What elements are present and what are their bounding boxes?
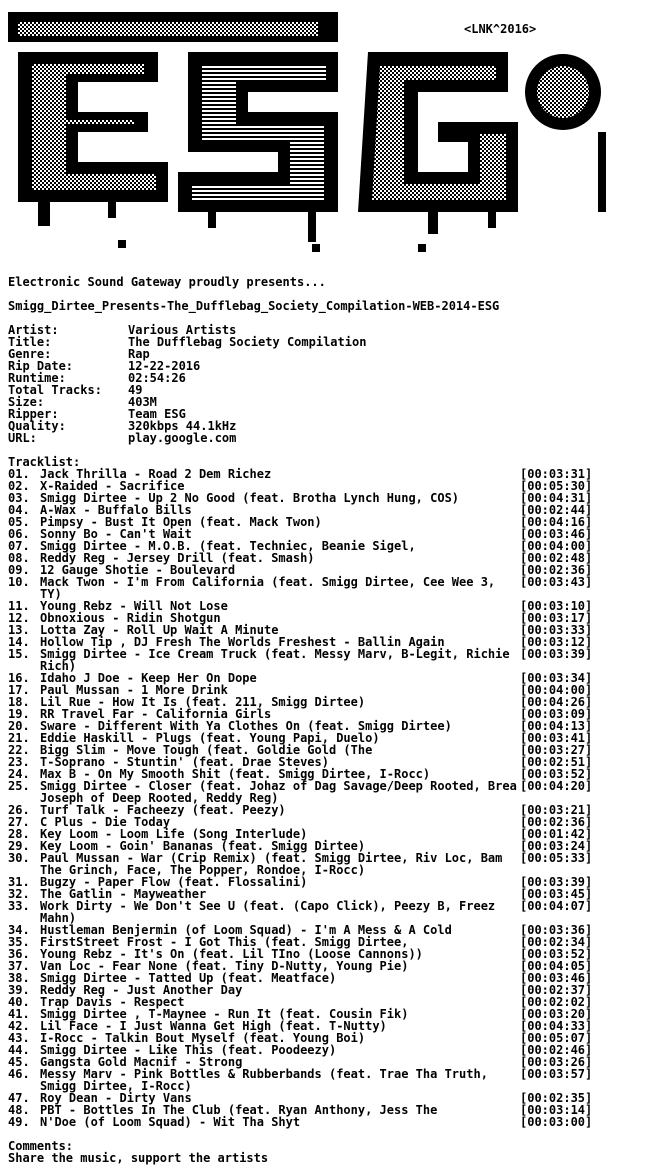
track-title: Jack Thrilla - Road 2 Dem Richez bbox=[40, 467, 272, 481]
track-duration: [00:04:20] bbox=[520, 779, 593, 793]
track-number: 14. bbox=[8, 635, 30, 649]
track-title: The Gatlin - Mayweather bbox=[40, 887, 207, 901]
track-duration: [00:03:45] bbox=[520, 887, 593, 901]
track-number: 49. bbox=[8, 1115, 30, 1129]
track-title: Work Dirty - We Don't See U (feat. (Capo Click), Peezy B, Freez Mahn) bbox=[40, 899, 496, 925]
track-number: 21. bbox=[8, 731, 30, 745]
track-title: Smigg Dirtee - Up 2 No Good (feat. Brotha Lynch Hung, COS) bbox=[40, 491, 460, 505]
track-duration: [00:02:44] bbox=[520, 503, 593, 517]
track-duration: [00:03:52] bbox=[520, 767, 593, 781]
track-title: Sware - Different With Ya Clothes On (feat. Smigg Dirtee) bbox=[40, 719, 452, 733]
track-number: 29. bbox=[8, 839, 30, 853]
track-duration: [00:04:33] bbox=[520, 1019, 593, 1033]
track-number: 43. bbox=[8, 1031, 30, 1045]
track-title: Smigg Dirtee - M.O.B. (feat. Techniec, Beanie Sigel, bbox=[40, 539, 416, 553]
track-title: Key Loom - Loom Life (Song Interlude) bbox=[40, 827, 308, 841]
track-number: 36. bbox=[8, 947, 30, 961]
track-number: 16. bbox=[8, 671, 30, 685]
track-number: 24. bbox=[8, 767, 30, 781]
track-number: 01. bbox=[8, 467, 30, 481]
track-duration: [00:04:26] bbox=[520, 695, 593, 709]
track-title: Hustleman Benjermin (of Loom Squad) - I'm A Mess & A Cold bbox=[40, 923, 452, 937]
track-title: Trap Davis - Respect bbox=[40, 995, 185, 1009]
track-title: X-Raided - Sacrifice bbox=[40, 479, 185, 493]
track-number: 30. bbox=[8, 851, 30, 865]
track-number: 44. bbox=[8, 1043, 30, 1057]
track-title: Hollow Tip , DJ Fresh The Worlds Freshest - Ballin Again bbox=[40, 635, 445, 649]
track-title: Roy Dean - Dirty Vans bbox=[40, 1091, 192, 1105]
track-title: Lil Face - I Just Wanna Get High (feat. T-Nutty) bbox=[40, 1019, 387, 1033]
track-duration: [00:02:34] bbox=[520, 935, 593, 949]
info-value: play.google.com bbox=[128, 431, 237, 445]
comments-text: Share the music, support the artists bbox=[8, 1151, 269, 1165]
track-duration: [00:03:34] bbox=[520, 671, 593, 685]
group-tag: <LNK^2016> bbox=[464, 22, 537, 36]
track-title: PBT - Bottles In The Club (feat. Ryan Anthony, Jess The bbox=[40, 1103, 438, 1117]
info-key: Artist: bbox=[8, 323, 59, 337]
track-title: Bigg Slim - Move Tough (feat. Goldie Gold (The bbox=[40, 743, 373, 757]
track-duration: [00:04:05] bbox=[520, 959, 593, 973]
info-value: Various Artists bbox=[128, 323, 237, 337]
track-number: 12. bbox=[8, 611, 30, 625]
track-duration: [00:04:07] bbox=[520, 899, 593, 913]
track-title: FirstStreet Frost - I Got This (feat. Smigg Dirtee, bbox=[40, 935, 409, 949]
track-duration: [00:03:31] bbox=[520, 467, 593, 481]
track-title: Turf Talk - Facheezy (feat. Peezy) bbox=[40, 803, 286, 817]
info-row bbox=[8, 336, 366, 348]
track-duration: [00:04:00] bbox=[520, 539, 593, 553]
track-title: Messy Marv - Pink Bottles & Rubberbands (feat. Trae Tha Truth, Smigg Dirtee, I-Rocc) bbox=[40, 1067, 488, 1093]
track-title: Lotta Zay - Roll Up Wait A Minute bbox=[40, 623, 279, 637]
track-title: Paul Mussan - 1 More Drink bbox=[40, 683, 228, 697]
track-duration: [00:03:46] bbox=[520, 527, 593, 541]
info-key: URL: bbox=[8, 431, 37, 445]
track-title: Bugzy - Paper Flow (feat. Flossalini) bbox=[40, 875, 308, 889]
track-number: 40. bbox=[8, 995, 30, 1009]
track-number: 37. bbox=[8, 959, 30, 973]
track-title: Young Rebz - Will Not Lose bbox=[40, 599, 228, 613]
track-number: 35. bbox=[8, 935, 30, 949]
track-number: 23. bbox=[8, 755, 30, 769]
info-key: Genre: bbox=[8, 347, 52, 361]
track-duration: [00:04:13] bbox=[520, 719, 593, 733]
track-duration: [00:03:10] bbox=[520, 599, 593, 613]
track-title: T-Soprano - Stuntin' (feat. Drae Steves) bbox=[40, 755, 329, 769]
track-number: 47. bbox=[8, 1091, 30, 1105]
track-title: Van Loc - Fear None (feat. Tiny D-Nutty, Young Pie) bbox=[40, 959, 409, 973]
info-value: 02:54:26 bbox=[128, 371, 186, 385]
info-value: Team ESG bbox=[128, 407, 186, 421]
track-title: Eddie Haskill - Plugs (feat. Young Papi, Duelo) bbox=[40, 731, 380, 745]
track-duration: [00:03:20] bbox=[520, 1007, 593, 1021]
track-duration: [00:03:33] bbox=[520, 623, 593, 637]
track-duration: [00:03:46] bbox=[520, 971, 593, 985]
track-number: 17. bbox=[8, 683, 30, 697]
track-number: 11. bbox=[8, 599, 30, 613]
track-title: RR Travel Far - California Girls bbox=[40, 707, 272, 721]
track-title: Obnoxious - Ridin Shotgun bbox=[40, 611, 221, 625]
track-number: 07. bbox=[8, 539, 30, 553]
track-title: C Plus - Die Today bbox=[40, 815, 171, 829]
info-value: 320kbps 44.1kHz bbox=[128, 419, 237, 433]
track-title: Smigg Dirtee , T-Maynee - Run It (feat. Cousin Fik) bbox=[40, 1007, 409, 1021]
track-number: 02. bbox=[8, 479, 30, 493]
track-number: 05. bbox=[8, 515, 30, 529]
info-row bbox=[8, 432, 236, 444]
track-duration: [00:05:07] bbox=[520, 1031, 593, 1045]
track-number: 32. bbox=[8, 887, 30, 901]
track-duration: [00:03:57] bbox=[520, 1067, 593, 1081]
info-key: Size: bbox=[8, 395, 45, 409]
track-number: 08. bbox=[8, 551, 30, 565]
track-number: 22. bbox=[8, 743, 30, 757]
track-title: Smigg Dirtee - Like This (feat. Poodeezy) bbox=[40, 1043, 337, 1057]
track-number: 09. bbox=[8, 563, 30, 577]
track-number: 33. bbox=[8, 899, 30, 913]
track-number: 34. bbox=[8, 923, 30, 937]
track-number: 15. bbox=[8, 647, 30, 661]
track-number: 48. bbox=[8, 1103, 30, 1117]
track-number: 45. bbox=[8, 1055, 30, 1069]
info-value: The Dufflebag Society Compilation bbox=[128, 335, 367, 349]
info-value: 403M bbox=[128, 395, 157, 409]
track-title: Reddy Reg - Just Another Day bbox=[40, 983, 243, 997]
track-duration: [00:03:14] bbox=[520, 1103, 593, 1117]
track-duration: [00:03:21] bbox=[520, 803, 593, 817]
track-title: Mack Twon - I'm From California (feat. Smigg Dirtee, Cee Wee 3, TY) bbox=[40, 575, 496, 601]
track-duration: [00:02:36] bbox=[520, 563, 593, 577]
track-title: Idaho J Doe - Keep Her On Dope bbox=[40, 671, 257, 685]
track-title: Smigg Dirtee - Tatted Up (feat. Meatface) bbox=[40, 971, 337, 985]
track-number: 38. bbox=[8, 971, 30, 985]
info-key: Title: bbox=[8, 335, 52, 349]
info-key: Rip Date: bbox=[8, 359, 74, 373]
track-title: Sonny Bo - Can't Wait bbox=[40, 527, 192, 541]
track-duration: [00:04:16] bbox=[520, 515, 593, 529]
track-title: I-Rocc - Talkin Bout Myself (feat. Young Boi) bbox=[40, 1031, 366, 1045]
esg-ascii-logo bbox=[8, 12, 608, 252]
track-duration: [00:03:24] bbox=[520, 839, 593, 853]
track-title: Young Rebz - It's On (feat. Lil TIno (Loose Cannons)) bbox=[40, 947, 423, 961]
track-number: 20. bbox=[8, 719, 30, 733]
track-number: 19. bbox=[8, 707, 30, 721]
track-duration: [00:02:46] bbox=[520, 1043, 593, 1057]
info-key: Quality: bbox=[8, 419, 66, 433]
track-number: 41. bbox=[8, 1007, 30, 1021]
track-title: 12 Gauge Shotie - Boulevard bbox=[40, 563, 236, 577]
track-number: 27. bbox=[8, 815, 30, 829]
track-duration: [00:02:48] bbox=[520, 551, 593, 565]
track-number: 46. bbox=[8, 1067, 30, 1081]
track-number: 06. bbox=[8, 527, 30, 541]
track-number: 13. bbox=[8, 623, 30, 637]
track-duration: [00:02:35] bbox=[520, 1091, 593, 1105]
presents-line: Electronic Sound Gateway proudly presents... bbox=[8, 275, 326, 289]
tracklist-label: Tracklist: bbox=[8, 455, 81, 469]
track-duration: [00:04:00] bbox=[520, 683, 593, 697]
track-title: Pimpsy - Bust It Open (feat. Mack Twon) bbox=[40, 515, 322, 529]
track-duration: [00:03:36] bbox=[520, 923, 593, 937]
track-duration: [00:05:30] bbox=[520, 479, 593, 493]
track-number: 26. bbox=[8, 803, 30, 817]
track-number: 25. bbox=[8, 779, 30, 793]
track-number: 10. bbox=[8, 575, 30, 589]
track-title: A-Wax - Buffalo Bills bbox=[40, 503, 192, 517]
track-title: N'Doe (of Loom Squad) - Wit Tha Shyt bbox=[40, 1115, 301, 1129]
track-number: 42. bbox=[8, 1019, 30, 1033]
track-title: Smigg Dirtee - Closer (feat. Johaz of Dag Savage/Deep Rooted, Brea Joseph of Deep Rooted, Reddy Reg) bbox=[40, 779, 517, 805]
track-duration: [00:03:26] bbox=[520, 1055, 593, 1069]
track-title: Paul Mussan - War (Crip Remix) (feat. Smigg Dirtee, Riv Loc, Bam The Grinch, Face, The Popper, Rondoe, I-Rocc) bbox=[40, 851, 503, 877]
info-value: 12-22-2016 bbox=[128, 359, 201, 373]
track-duration: [00:03:17] bbox=[520, 611, 593, 625]
track-duration: [00:03:12] bbox=[520, 635, 593, 649]
track-duration: [00:03:39] bbox=[520, 647, 593, 661]
info-value: 49 bbox=[128, 383, 143, 397]
track-title: Max B - On My Smooth Shit (feat. Smigg Dirtee, I-Rocc) bbox=[40, 767, 431, 781]
track-number: 18. bbox=[8, 695, 30, 709]
track-duration: [00:02:36] bbox=[520, 815, 593, 829]
info-key: Runtime: bbox=[8, 371, 66, 385]
track-number: 03. bbox=[8, 491, 30, 505]
track-duration: [00:02:37] bbox=[520, 983, 593, 997]
track-duration: [00:03:43] bbox=[520, 575, 593, 589]
track-duration: [00:05:33] bbox=[520, 851, 593, 865]
info-key: Ripper: bbox=[8, 407, 59, 421]
track-number: 39. bbox=[8, 983, 30, 997]
track-duration: [00:03:41] bbox=[520, 731, 593, 745]
info-value: Rap bbox=[128, 347, 150, 361]
track-duration: [00:04:31] bbox=[520, 491, 593, 505]
track-number: 31. bbox=[8, 875, 30, 889]
track-title: Key Loom - Goin' Bananas (feat. Smigg Dirtee) bbox=[40, 839, 366, 853]
track-title: Smigg Dirtee - Ice Cream Truck (feat. Messy Marv, B-Legit, Richie Rich) bbox=[40, 647, 510, 673]
info-key: Total Tracks: bbox=[8, 383, 102, 397]
track-duration: [00:02:02] bbox=[520, 995, 593, 1009]
track-number: 04. bbox=[8, 503, 30, 517]
track-duration: [00:03:52] bbox=[520, 947, 593, 961]
track-number: 28. bbox=[8, 827, 30, 841]
release-name: Smigg_Dirtee_Presents-The_Dufflebag_Society_Compilation-WEB-2014-ESG bbox=[8, 299, 500, 313]
track-duration: [00:03:39] bbox=[520, 875, 593, 889]
track-title: Reddy Reg - Jersey Drill (feat. Smash) bbox=[40, 551, 315, 565]
track-title: Lil Rue - How It Is (feat. 211, Smigg Dirtee) bbox=[40, 695, 366, 709]
comments-label: Comments: bbox=[8, 1139, 74, 1153]
track-duration: [00:01:42] bbox=[520, 827, 593, 841]
track-duration: [00:03:27] bbox=[520, 743, 593, 757]
track-title: Gangsta Gold Macnif - Strong bbox=[40, 1055, 243, 1069]
track-duration: [00:03:09] bbox=[520, 707, 593, 721]
track-duration: [00:02:51] bbox=[520, 755, 593, 769]
track-duration: [00:03:00] bbox=[520, 1115, 593, 1129]
